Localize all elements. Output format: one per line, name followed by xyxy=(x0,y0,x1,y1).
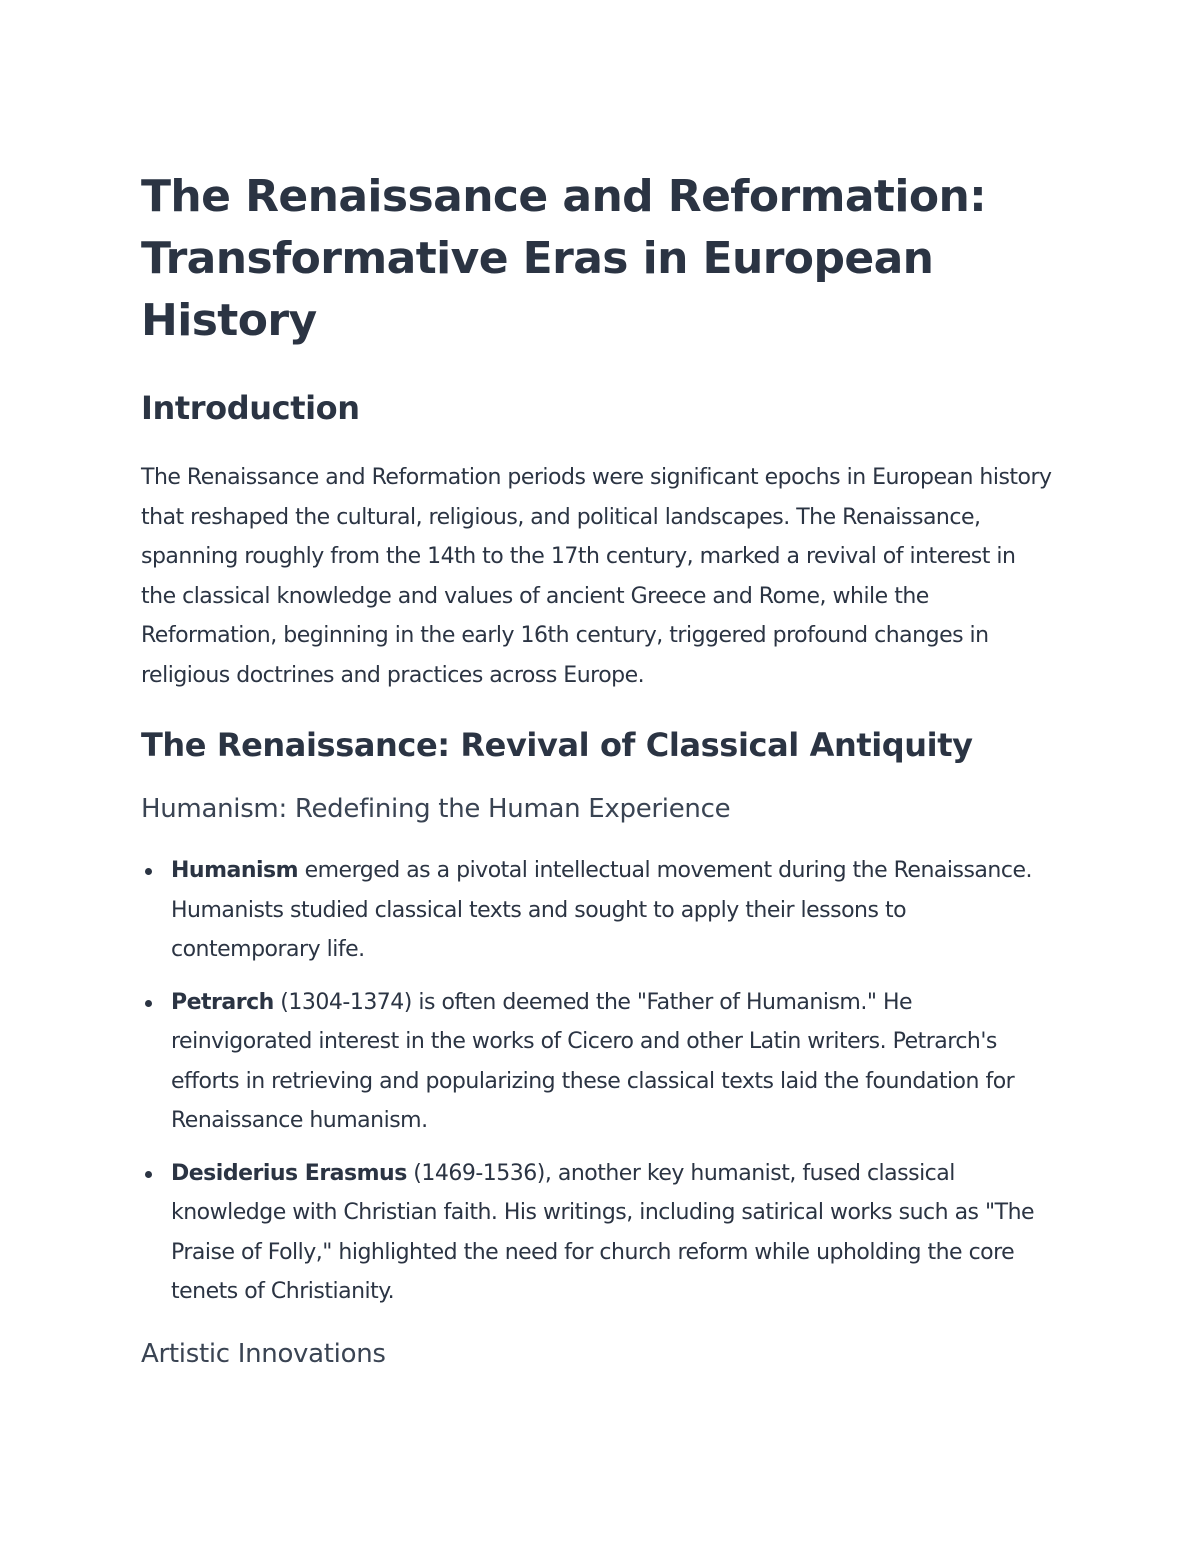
list-item-text: emerged as a pivotal intellectual movement during the Renaissance. Humanists studied classical texts and sought to apply their lessons to contemporary life. xyxy=(171,858,1032,962)
renaissance-heading: The Renaissance: Revival of Classical Antiquity xyxy=(141,726,973,764)
bullet-icon xyxy=(145,868,152,875)
list-item-term: Desiderius Erasmus xyxy=(171,1160,407,1186)
artistic-heading: Artistic Innovations xyxy=(141,1338,386,1369)
list-item-text: (1469-1536), another key humanist, fused classical knowledge with Christian faith. His writings, including satirical works such as "The Praise of Folly," highlighted the need for church reform while upholding the core tenets of Christianity. xyxy=(171,1160,1035,1304)
document-title: The Renaissance and Reformation: Transformative Eras in European History xyxy=(141,171,987,346)
list-item-term: Humanism xyxy=(171,858,299,883)
document-page xyxy=(141,166,1053,1374)
list-item xyxy=(141,851,1053,970)
humanism-heading: Humanism: Redefining the Human Experience xyxy=(141,794,731,824)
bullet-icon xyxy=(145,1171,152,1178)
humanism-list xyxy=(141,851,1053,1312)
list-item-term: Petrarch xyxy=(171,989,274,1015)
list-item xyxy=(141,983,1053,1141)
list-item xyxy=(141,1154,1053,1312)
list-item-text: (1304-1374) is often deemed the "Father of Humanism." He reinvigorated interest in the works of Cicero and other Latin writers. Petrarch's efforts in retrieving and popularizing these classical texts laid the foundation for Renaissance humanism. xyxy=(171,989,1015,1133)
introduction-heading: Introduction xyxy=(141,389,360,427)
introduction-paragraph: The Renaissance and Reformation periods were significant epochs in European history that reshaped the cultural, religious, and political landscapes. The Renaissance, spanning roughly from the 14th to the 17th century, marked a revival of interest in the classical knowledge and values of ancient Greece and Rome, while the Reformation, beginning in the early 16th century, triggered profound changes in religious doctrines and practices across Europe. xyxy=(141,465,1052,688)
bullet-icon xyxy=(145,1000,152,1007)
